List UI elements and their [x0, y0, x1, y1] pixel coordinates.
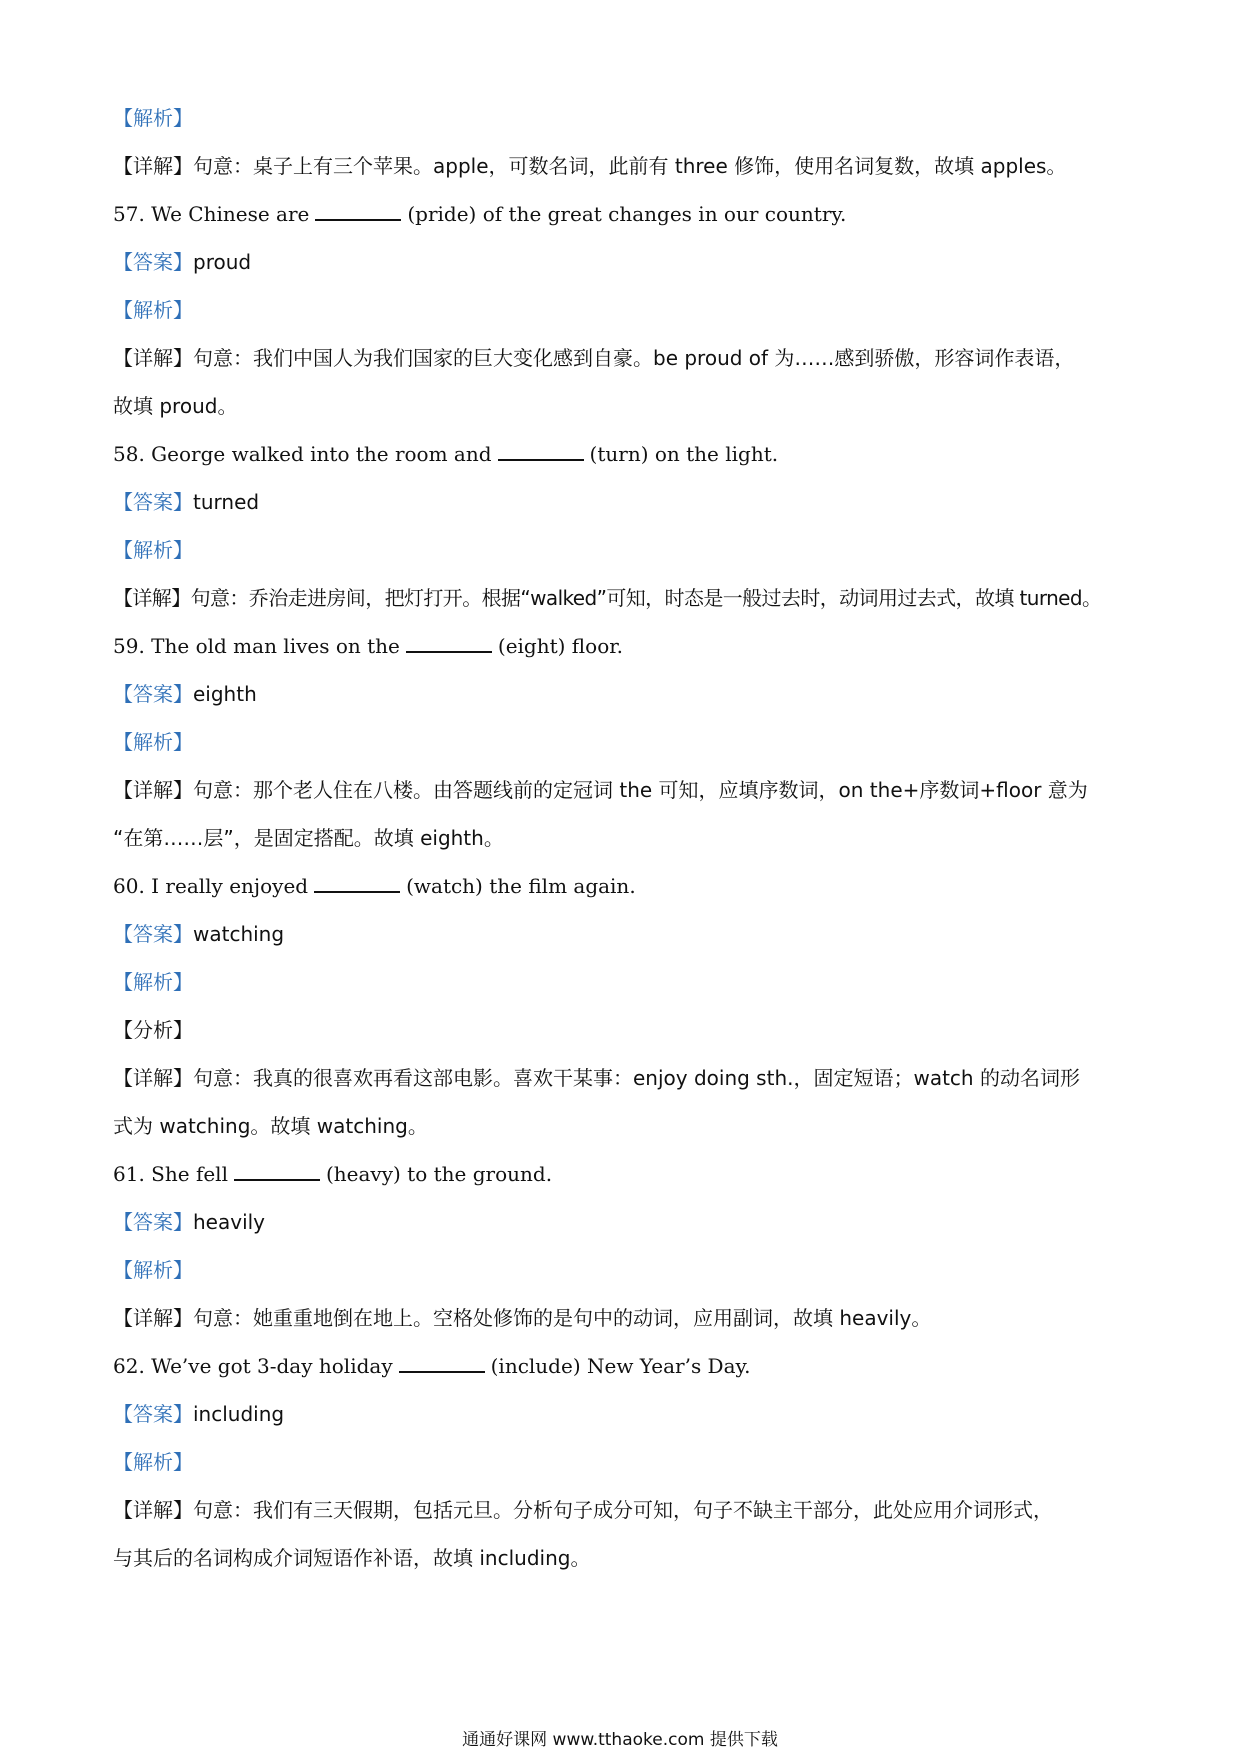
page-footer: 通通好课网 www.tthaoke.com 提供下载 — [462, 1730, 778, 1750]
detail-line: 【详解】句意：乔治走进房间，把灯打开。根据“walked”可知，时态是一般过去时，动词用过去式，故填 turned。 — [113, 586, 1102, 610]
answer-row — [113, 680, 1133, 708]
detail-line: 【详解】句意：我们有三天假期，包括元旦。分析句子成分可知，句子不缺主干部分，此处应用介词形式， — [113, 1498, 1053, 1522]
answer-label: 【答案】 — [113, 682, 193, 706]
question-text: 62. We’ve got 3-day holiday — [113, 1354, 393, 1378]
question-text: 61. She fell — [113, 1162, 228, 1186]
analysis-label: 【解析】 — [113, 106, 193, 130]
detail-line: 【详解】句意：那个老人住在八楼。由答题线前的定冠词 the 可知，应填序数词，on the+序数词+floor 意为 — [113, 778, 1088, 802]
answer-label: 【答案】 — [113, 250, 193, 274]
answer-value: turned — [193, 490, 260, 514]
question-text: (heavy) to the ground. — [325, 1162, 553, 1186]
question-62 — [113, 1352, 1133, 1380]
answer-row — [113, 1208, 1133, 1236]
answer-row — [113, 1400, 1133, 1428]
question-60 — [113, 872, 1133, 900]
question-text: (turn) on the light. — [589, 442, 779, 466]
answer-blank — [498, 441, 584, 461]
analysis-label: 【解析】 — [113, 1450, 193, 1474]
question-text: (include) New Year’s Day. — [490, 1354, 751, 1378]
fenxi-label: 【分析】 — [113, 1018, 193, 1042]
question-58 — [113, 440, 1133, 468]
question-text: 60. I really enjoyed — [113, 874, 309, 898]
detail-line: 与其后的名词构成介词短语作补语，故填 including。 — [113, 1546, 591, 1570]
answer-row — [113, 488, 1133, 516]
detail-line: 故填 proud。 — [113, 394, 238, 418]
analysis-label: 【解析】 — [113, 970, 193, 994]
analysis-label: 【解析】 — [113, 730, 193, 754]
detail-line: 【详解】句意：我真的很喜欢再看这部电影。喜欢干某事：enjoy doing sth.，固定短语；watch 的动名词形 — [113, 1066, 1080, 1090]
answer-label: 【答案】 — [113, 490, 193, 514]
detail-line: 式为 watching。故填 watching。 — [113, 1114, 428, 1138]
detail-line: 【详解】句意：我们中国人为我们国家的巨大变化感到自豪。be proud of 为……感到骄傲，形容词作表语， — [113, 346, 1075, 370]
question-text: 57. We Chinese are — [113, 202, 310, 226]
question-61 — [113, 1160, 1133, 1188]
detail-line: “在第……层”，是固定搭配。故填 eighth。 — [113, 826, 504, 850]
answer-label: 【答案】 — [113, 922, 193, 946]
answer-value: proud — [193, 250, 252, 274]
answer-blank — [315, 201, 401, 221]
detail-line: 【详解】句意：桌子上有三个苹果。apple，可数名词，此前有 three 修饰，使用名词复数，故填 apples。 — [113, 154, 1067, 178]
answer-blank — [399, 1353, 485, 1373]
question-57 — [113, 200, 1133, 228]
analysis-label: 【解析】 — [113, 298, 193, 322]
answer-value: watching — [193, 922, 285, 946]
question-text: (watch) the film again. — [406, 874, 636, 898]
answer-label: 【答案】 — [113, 1210, 193, 1234]
question-text: (pride) of the great changes in our country. — [407, 202, 847, 226]
detail-line: 【详解】句意：她重重地倒在地上。空格处修饰的是句中的动词，应用副词，故填 heavily。 — [113, 1306, 932, 1330]
question-59 — [113, 632, 1133, 660]
question-text: (eight) floor. — [497, 634, 623, 658]
answer-label: 【答案】 — [113, 1402, 193, 1426]
analysis-label: 【解析】 — [113, 538, 193, 562]
question-text: 58. George walked into the room and — [113, 442, 492, 466]
answer-blank — [406, 633, 492, 653]
question-text: 59. The old man lives on the — [113, 634, 400, 658]
answer-row — [113, 248, 1133, 276]
answer-value: including — [193, 1402, 285, 1426]
analysis-label: 【解析】 — [113, 1258, 193, 1282]
answer-blank — [234, 1161, 320, 1181]
answer-value: heavily — [193, 1210, 266, 1234]
answer-row — [113, 920, 1133, 948]
answer-blank — [314, 873, 400, 893]
answer-value: eighth — [193, 682, 257, 706]
